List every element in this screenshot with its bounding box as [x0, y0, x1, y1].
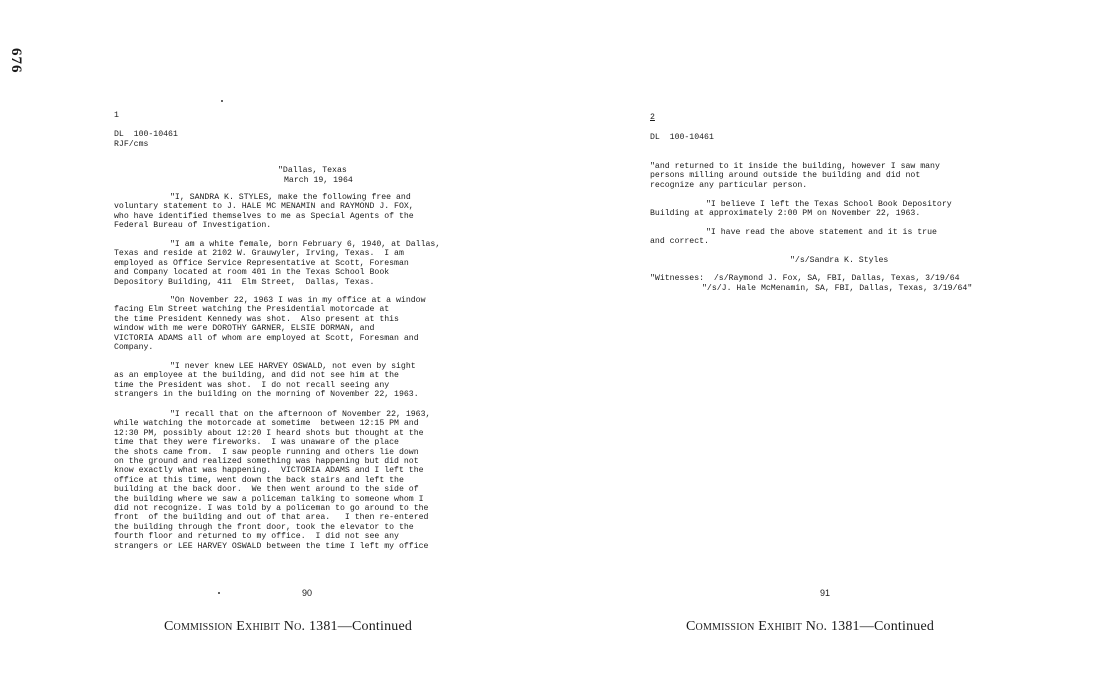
typist-initials: RJF/cms: [114, 140, 149, 149]
text-line: "I recall that on the afternoon of November 22, 1963,: [170, 410, 431, 419]
text-line: facing Elm Street watching the Presidential motorcade at: [114, 305, 390, 315]
text-line: the building where we saw a policeman talking to someone whom I: [114, 494, 424, 504]
text-line: "On November 22, 1963 I was in my office at a window: [170, 296, 426, 305]
statement-paragraph: [650, 162, 940, 190]
text-line: did not recognize. I was told by a policeman to go around to the: [114, 504, 429, 514]
text-line: front of the building and out of that area. I then re-entered: [114, 513, 429, 523]
witness-line: "/s/J. Hale McMenamin, SA, FBI, Dallas, Texas, 3/19/64": [702, 284, 973, 293]
text-line: Federal Bureau of Investigation.: [114, 221, 272, 231]
text-line: Depository Building, 411 Elm Street, Dallas, Texas.: [114, 277, 375, 287]
dateline-date: March 19, 1964: [284, 176, 353, 185]
text-line: "I never knew LEE HARVEY OSWALD, not even by sight: [170, 362, 416, 371]
text-line: on the ground and realized something was happening but did not: [114, 457, 419, 467]
statement-paragraph: [114, 240, 440, 287]
text-line: "I am a white female, born February 6, 1940, at Dallas,: [170, 240, 441, 249]
exhibit-caption: [686, 619, 934, 635]
signature-line: "/s/Sandra K. Styles: [790, 256, 889, 265]
text-line: "I believe I left the Texas School Book Depository: [706, 200, 952, 209]
text-line: employed as Office Service Representative at Scott, Foresman: [114, 258, 409, 268]
text-line: "I have read the above statement and it is true: [706, 228, 937, 237]
text-line: building at the back door. We then went around to the side of: [114, 485, 419, 495]
text-line: strangers or LEE HARVEY OSWALD between the time I left my office: [114, 541, 429, 551]
text-line: while watching the motorcade at sometime between 12:15 PM and: [114, 419, 419, 429]
text-line: VICTORIA ADAMS all of whom are employed at Scott, Foresman and: [114, 333, 419, 343]
page-marker: 2: [650, 113, 655, 122]
text-line: the shots came from. I saw people running and others lie down: [114, 447, 419, 457]
exhibit-number: 1381—Continued: [308, 619, 413, 634]
margin-volume-number: 676: [8, 48, 24, 74]
speck-mark: [218, 592, 220, 594]
text-line: "I, SANDRA K. STYLES, make the following free and: [170, 193, 411, 202]
page-number: 90: [302, 588, 313, 598]
statement-paragraph: [114, 296, 426, 352]
text-line: Company.: [114, 343, 154, 353]
text-line: strangers in the building on the morning of November 22, 1963.: [114, 390, 419, 400]
page-marker: 1: [114, 111, 119, 120]
text-line: window with me were DOROTHY GARNER, ELSIE DORMAN, and: [114, 324, 375, 334]
text-line: persons milling around outside the building and did not: [650, 171, 921, 181]
text-line: voluntary statement to J. HALE MC MENAMIN and RAYMOND J. FOX,: [114, 202, 414, 212]
text-line: Texas and reside at 2102 W. Grauwyler, Irving, Texas. I am: [114, 249, 404, 259]
file-number: DL 100-10461: [114, 130, 178, 139]
text-line: "and returned to it inside the building, however I saw many: [650, 162, 940, 171]
exhibit-label: Commission Exhibit No.: [164, 619, 306, 634]
text-line: office at this time, went down the back stairs and left the: [114, 475, 404, 485]
text-line: and correct.: [650, 237, 709, 247]
exhibit-number: 1381—Continued: [830, 619, 935, 634]
page-number: 91: [820, 588, 831, 598]
text-line: time the President was shot. I do not recall seeing any: [114, 380, 390, 390]
text-line: 12:30 PM, possibly about 12:20 I heard shots but thought at the: [114, 428, 424, 438]
exhibit-caption: [164, 619, 412, 635]
text-line: as an employee at the building, and did not see him at the: [114, 371, 399, 381]
statement-paragraph: [650, 228, 937, 247]
text-line: time that they were fireworks. I was unaware of the place: [114, 438, 399, 448]
right-page: [650, 0, 1010, 691]
text-line: the time President Kennedy was shot. Also present at this: [114, 314, 399, 324]
file-number: DL 100-10461: [650, 133, 714, 142]
text-line: know exactly what was happening. VICTORIA ADAMS and I left the: [114, 466, 424, 476]
dateline-city: "Dallas, Texas: [278, 166, 347, 175]
text-line: fourth floor and returned to my office. I did not see any: [114, 532, 399, 542]
statement-paragraph: [650, 200, 952, 219]
text-line: the building through the front door, took the elevator to the: [114, 522, 414, 532]
statement-paragraph: [114, 193, 414, 231]
statement-paragraph: [114, 410, 430, 551]
left-page: [108, 0, 498, 691]
text-line: Building at approximately 2:00 PM on November 22, 1963.: [650, 209, 921, 219]
text-line: and Company located at room 401 in the Texas School Book: [114, 268, 390, 278]
witness-line: "Witnesses: /s/Raymond J. Fox, SA, FBI, Dallas, Texas, 3/19/64: [650, 274, 960, 283]
statement-paragraph: [114, 362, 419, 400]
exhibit-label: Commission Exhibit No.: [686, 619, 828, 634]
speck-mark: [221, 100, 223, 102]
text-line: recognize any particular person.: [650, 180, 808, 190]
text-line: who have identified themselves to me as Special Agents of the: [114, 211, 414, 221]
